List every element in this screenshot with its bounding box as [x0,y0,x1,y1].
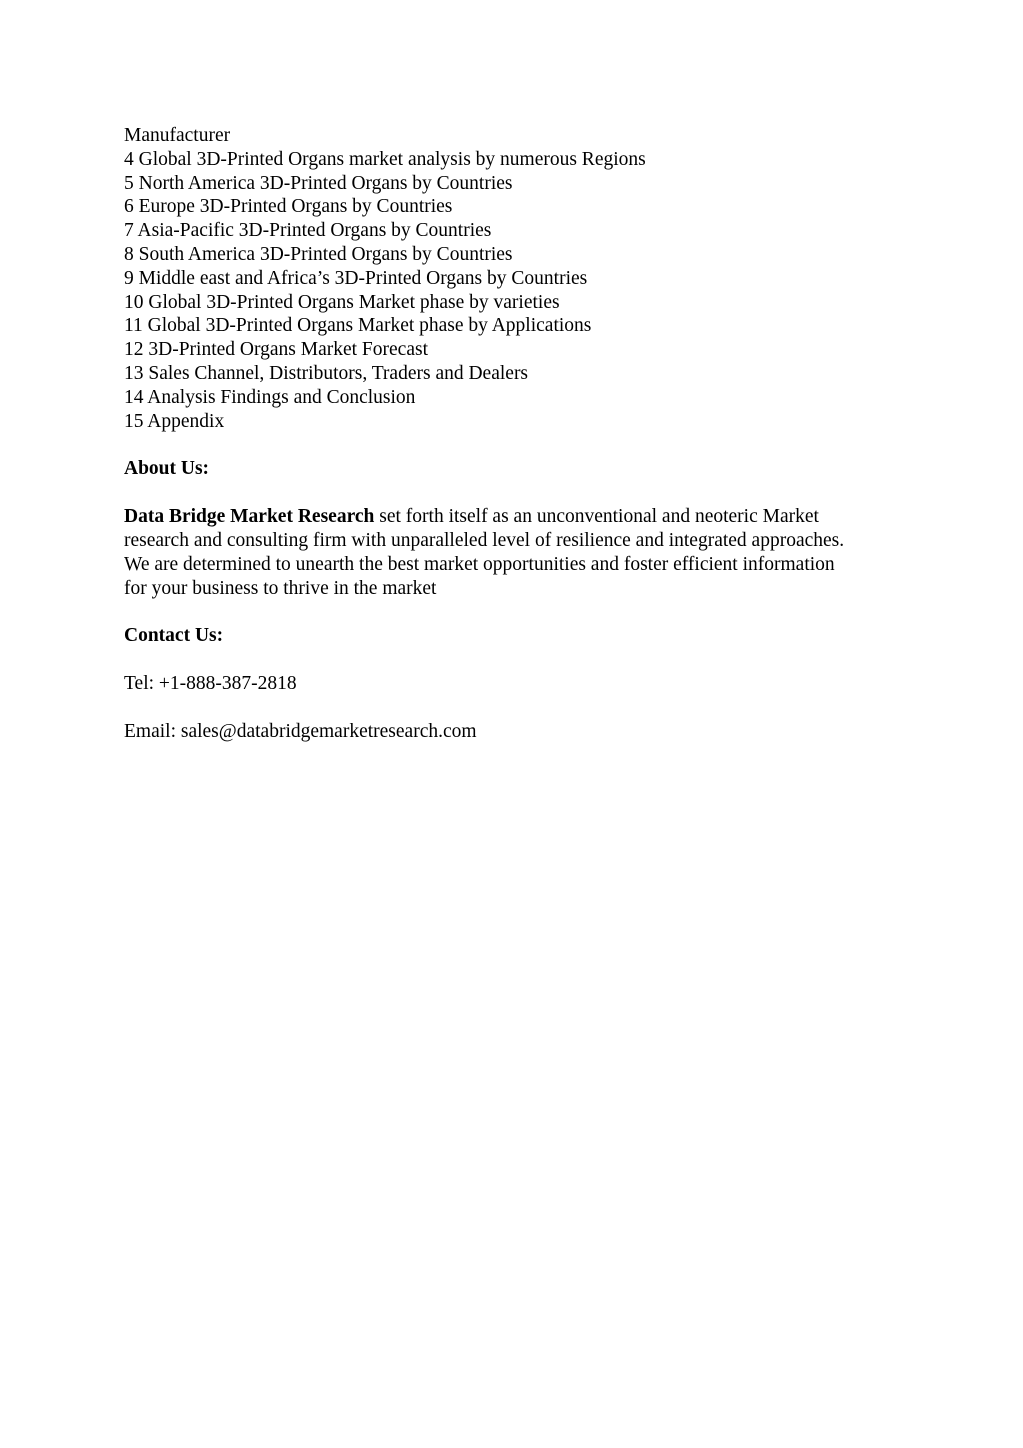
contact-phone: Tel: +1-888-387-2818 [124,673,297,695]
about-text: set forth itself as an unconventional and neoteric Market [374,506,819,528]
toc-item: 7 Asia-Pacific 3D-Printed Organs by Countries [124,220,492,242]
toc-item: 4 Global 3D-Printed Organs market analysis by numerous Regions [124,148,646,170]
contact-email: Email: sales@databridgemarketresearch.com [124,720,477,742]
about-line [124,505,904,529]
toc-item: 14 Analysis Findings and Conclusion [124,386,416,408]
toc-item: 9 Middle east and Africa’s 3D-Printed Organs by Countries [124,267,588,289]
about-line: for your business to thrive in the market [124,577,437,599]
contact-heading: Contact Us: [124,625,224,647]
document-page [124,124,904,744]
company-name: Data Bridge Market Research [124,506,375,528]
about-line: We are determined to unearth the best market opportunities and foster efficient information [124,553,835,575]
toc-item: Manufacturer [124,125,231,146]
toc-item: 13 Sales Channel, Distributors, Traders and Dealers [124,362,529,384]
about-paragraph [124,505,904,600]
toc-item: 10 Global 3D-Printed Organs Market phase by varieties [124,291,560,313]
toc-item: 5 North America 3D-Printed Organs by Countries [124,172,513,194]
about-heading: About Us: [124,458,210,480]
about-line: research and consulting firm with unparalleled level of resilience and integrated approaches. [124,529,845,551]
toc-item: 11 Global 3D-Printed Organs Market phase by Applications [124,315,592,337]
toc-item: 12 3D-Printed Organs Market Forecast [124,339,428,361]
table-of-contents [124,124,904,433]
toc-item: 6 Europe 3D-Printed Organs by Countries [124,196,453,218]
toc-item: 15 Appendix [124,410,225,432]
toc-item: 8 South America 3D-Printed Organs by Countries [124,243,513,265]
